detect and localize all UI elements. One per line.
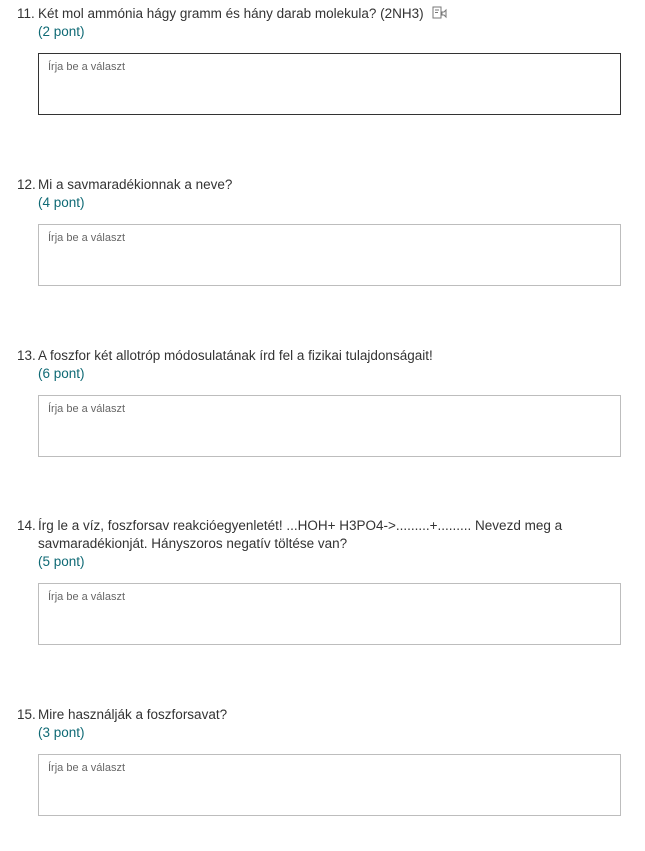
question-number: 15. bbox=[17, 707, 36, 722]
question-points: (4 pont) bbox=[38, 195, 85, 210]
question-15 bbox=[0, 706, 645, 742]
question-number: 13. bbox=[17, 348, 36, 363]
question-header bbox=[0, 517, 645, 571]
question-number: 12. bbox=[17, 177, 36, 192]
question-header bbox=[0, 706, 645, 742]
question-text: Két mol ammónia hágy gramm és hány darab molekula? (2NH3) bbox=[38, 6, 424, 21]
answer-input-13[interactable] bbox=[38, 395, 621, 457]
question-header bbox=[0, 347, 645, 383]
question-number: 14. bbox=[17, 518, 36, 533]
question-11 bbox=[0, 5, 645, 41]
question-points: (3 pont) bbox=[38, 725, 85, 740]
question-12 bbox=[0, 176, 645, 212]
speaker-icon[interactable] bbox=[432, 6, 448, 20]
answer-input-12[interactable] bbox=[38, 224, 621, 286]
question-number: 11. bbox=[17, 6, 35, 21]
question-text: A foszfor két allotróp módosulatának írd fel a fizikai tulajdonságait! bbox=[38, 348, 433, 363]
question-header bbox=[0, 5, 645, 41]
question-points: (5 pont) bbox=[38, 554, 85, 569]
question-text: Írg le a víz, foszforsav reakcióegyenletét! ...HOH+ H3PO4->.........+......... Nevezd meg a savmaradékionját. Hányszoros negatív töltése van? bbox=[38, 518, 563, 551]
question-points: (6 pont) bbox=[38, 366, 85, 381]
answer-input-14[interactable] bbox=[38, 583, 621, 645]
question-points: (2 pont) bbox=[38, 24, 85, 39]
question-13 bbox=[0, 347, 645, 383]
question-header bbox=[0, 176, 645, 212]
answer-input-15[interactable] bbox=[38, 754, 621, 816]
question-text: Mi a savmaradékionnak a neve? bbox=[38, 177, 233, 192]
answer-input-11[interactable] bbox=[38, 53, 621, 115]
question-14 bbox=[0, 517, 645, 571]
question-text: Mire használják a foszforsavat? bbox=[38, 707, 228, 722]
